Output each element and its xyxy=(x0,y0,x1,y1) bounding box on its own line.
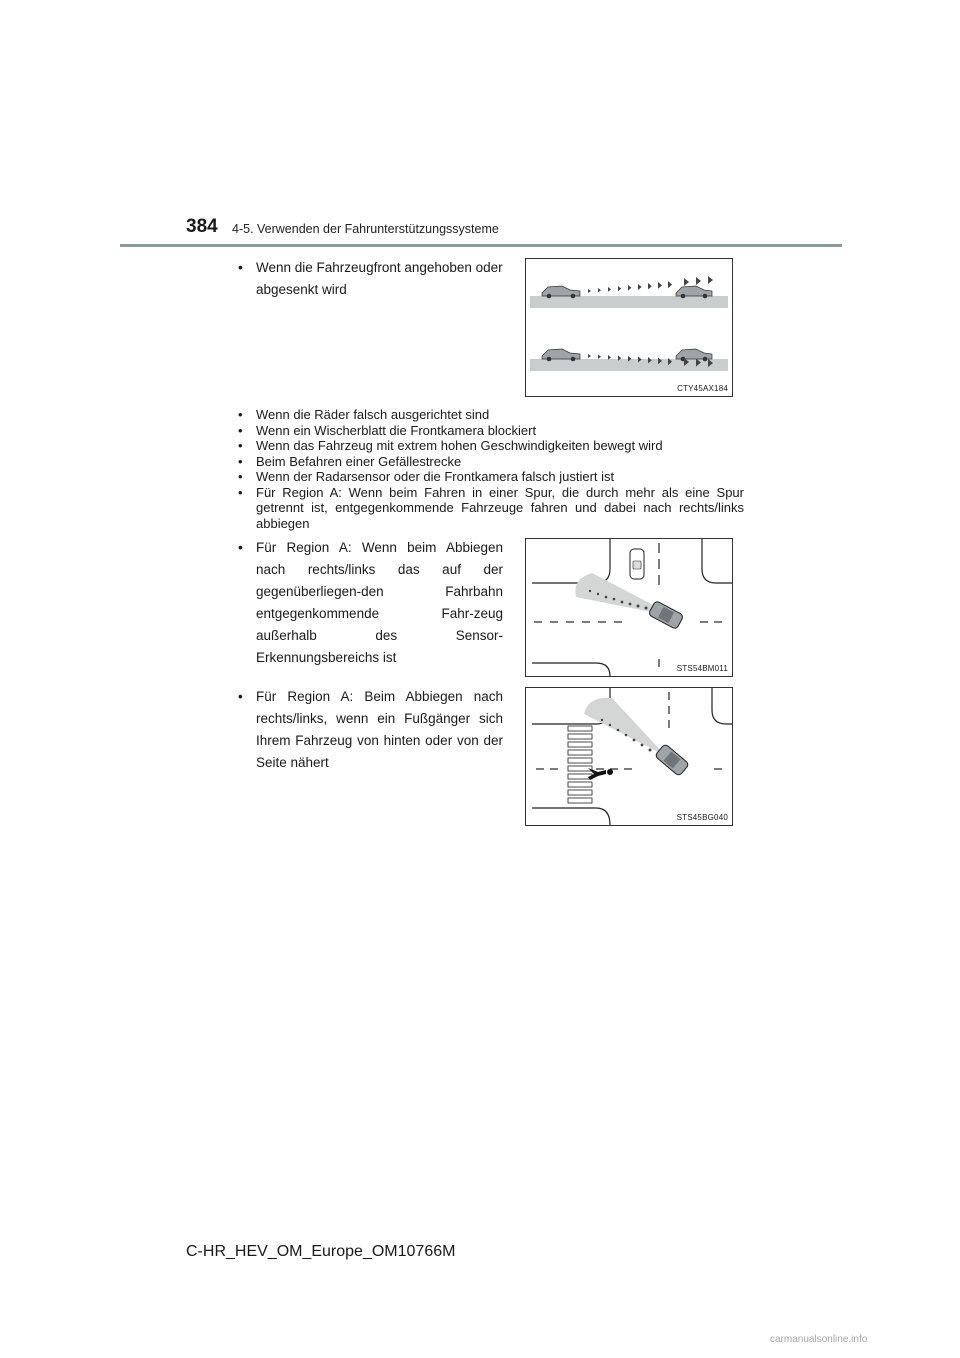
section-title: 4-5. Verwenden der Fahrunterstützungssysteme xyxy=(232,222,499,236)
bullet-marker: • xyxy=(238,453,243,469)
intersection-pedestrian-illustration xyxy=(526,688,732,825)
list-item xyxy=(238,485,744,532)
bullet-marker: • xyxy=(238,422,243,438)
list-item xyxy=(238,454,744,470)
header-rule xyxy=(120,244,842,247)
list-item xyxy=(238,407,744,423)
list-item-text: Für Region A: Wenn beim Fahren in einer Spur, die durch mehr als eine Spur getrennt ist, entgegenkommende Fahrzeuge fahren und dabei nach rechts/links abbiegen xyxy=(256,484,744,531)
bullet-marker: • xyxy=(238,407,243,422)
list-item xyxy=(238,537,503,669)
list-item-text: Wenn die Fahrzeugfront angehoben oder abgesenkt wird xyxy=(256,260,503,297)
list-item-text: Für Region A: Beim Abbiegen nach rechts/links, wenn ein Fußgänger sich Ihrem Fahrzeug von hinten oder von der Seite nähert xyxy=(256,689,503,770)
bullet-marker: • xyxy=(238,689,243,704)
list-item-text: Wenn das Fahrzeug mit extrem hohen Geschwindigkeiten bewegt wird xyxy=(256,438,663,453)
list-item-text: Wenn der Radarsensor oder die Frontkamera falsch justiert ist xyxy=(256,469,615,484)
list-item xyxy=(238,438,744,454)
list-item-text: Wenn ein Wischerblatt die Frontkamera blockiert xyxy=(256,422,537,438)
figure-caption: STS54BM011 xyxy=(676,664,728,673)
figure-caption: CTY45AX184 xyxy=(677,384,728,393)
figure-vehicle-pitch xyxy=(525,258,733,397)
bullet-marker: • xyxy=(238,469,243,484)
list-item-text: Beim Befahren einer Gefällestrecke xyxy=(256,453,462,469)
intersection-oncoming-illustration xyxy=(526,539,732,676)
list-item xyxy=(238,469,744,485)
page-number: 384 xyxy=(186,216,218,237)
list-item xyxy=(238,686,503,774)
bullet-marker: • xyxy=(238,484,243,500)
list-item xyxy=(238,257,503,301)
bullet-marker: • xyxy=(238,260,243,275)
document-id: C-HR_HEV_OM_Europe_OM10766M xyxy=(186,1243,456,1260)
figure-pedestrian-approach xyxy=(525,687,733,826)
list-item xyxy=(238,423,744,439)
list-item-text: Für Region A: Wenn beim Abbiegen nach rechts/links das auf der gegenüberliegen-den Fahrbahn entgegenkommende Fahr-zeug außerhalb des Sensor-Erkennungsbereichs ist xyxy=(256,540,503,665)
watermark: carmanualsonline.info xyxy=(770,1334,868,1345)
figure-oncoming-vehicle xyxy=(525,538,733,677)
vehicle-pitch-illustration xyxy=(526,259,732,396)
bullet-marker: • xyxy=(238,540,243,555)
bullet-marker: • xyxy=(238,438,243,453)
figure-caption: STS45BG040 xyxy=(676,813,728,822)
list-item-text: Wenn die Räder falsch ausgerichtet sind xyxy=(256,407,490,422)
